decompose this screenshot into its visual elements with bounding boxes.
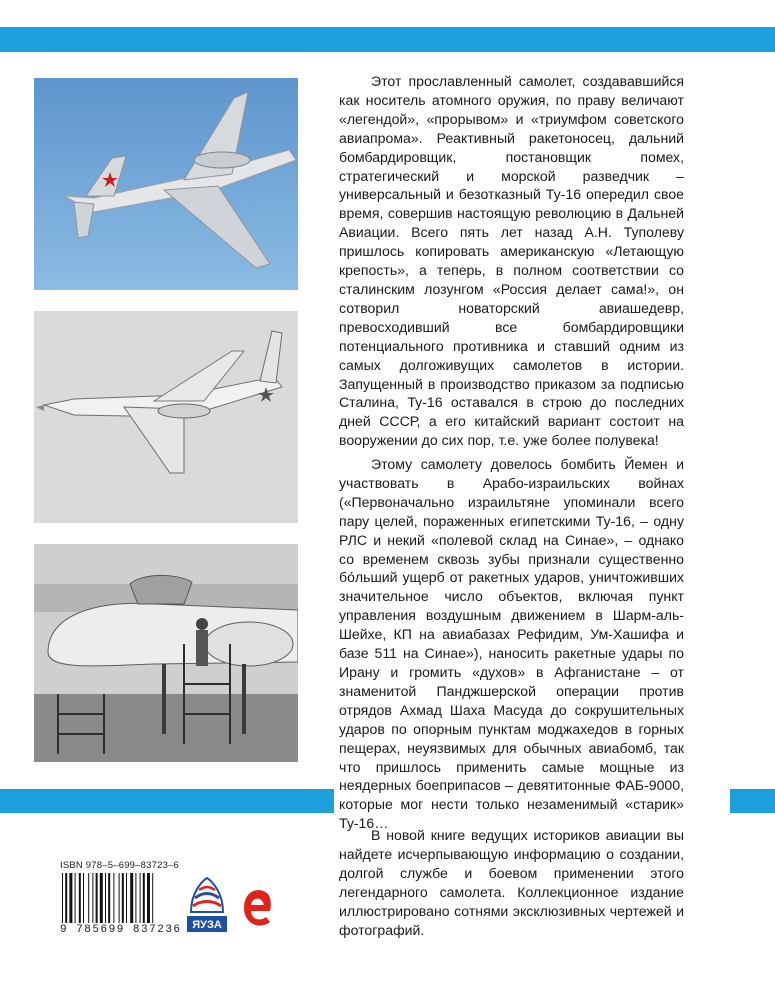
photo-tu16-in-flight-bw xyxy=(34,311,298,523)
description-paragraph-1 xyxy=(339,72,684,450)
eksmo-logo-icon xyxy=(238,884,278,932)
yauza-logo-text: ЯУЗА xyxy=(192,919,222,931)
bottom-right-blue-band xyxy=(730,789,775,813)
paragraph-text-3: В новой книге ведущих историков авиации вы найдете исчерпывающую информацию о создании, долгой службе и боевом применении этого легендарного самолета. Коллекционное издание иллюстрировано сотнями эксклюзивных чертежей и фотографий. xyxy=(339,827,684,938)
paragraph-text-2: Этому самолету довелось бомбить Йемен и участвовать в Арабо-израильских войнах («Первоначально израильтяне упоминали всего пару целей, пораженных египетскими Ту-16, – одну РЛС и некий «полевой склад на Синае», – однако со временем сквозь зубы признали существенно бо́льший ущерб от ракетных ударов, уничтоживших значительное число объектов, включая пункт управления воздушным движением в Шарм-аль-Шейхе, КП на авиабазах Рефидим, Ум-Хашифа и базе 511 на Синае»), наносить ракетные удары по Ирану и громить «духов» в Афганистане – от знаменитой Панджшерской операции против отрядов Ахмад Шаха Масуда до сокрушительных ударов по опорным пунктам моджахедов в горных пещерах, неуязвимых для обычных авиабомб, так что пришлось применить самые мощные из неядерных боеприпасов – девятитонные ФАБ-9000, которые мог нести только незаменимый «старик» Ту-16… xyxy=(339,456,684,832)
top-blue-band xyxy=(0,27,775,52)
photo-tu16-on-ground-bw xyxy=(34,544,298,762)
isbn-barcode-block xyxy=(60,860,180,936)
yauza-logo-icon xyxy=(183,876,231,936)
bottom-left-blue-band xyxy=(0,789,334,813)
barcode-icon xyxy=(60,873,172,923)
photo-tu16-in-flight-color xyxy=(34,78,298,290)
description-paragraph-3 xyxy=(339,826,684,939)
isbn-label: ISBN 978–5–699–83723–6 xyxy=(60,860,180,871)
description-paragraph-2 xyxy=(339,455,684,833)
paragraph-text-1: Этот прославленный самолет, создававшийся как носитель атомного оружия, по праву величают «легендой», «прорывом» и «триумфом советского авиапрома». Реактивный ракетоносец, дальний бомбардировщик, постановщик помех, стратегический и морской разведчик – универсальный и безотказный Ту-16 опередил свое время, совершив настоящую революцию в Дальней Авиации. Всего пять лет назад А.Н. Туполеву пришлось копировать американскую «Летающую крепость», а теперь, в полном соответствии со сталинским лозунгом «Россия делает сама!», он сотворил новаторский авиашедевр, превосходивший все бомбардировщики потенциального противника и ставший одним из самых долгоживущих самолетов в истории. Запущенный в производство приказом за подписью Сталина, Ту-16 оставался в строю до последних дней СССР, а его китайский вариант состоит на вооружении до сих пор, т.е. уже более полувека! xyxy=(339,73,684,449)
barcode-number: 9 785699 837236 xyxy=(60,924,182,936)
